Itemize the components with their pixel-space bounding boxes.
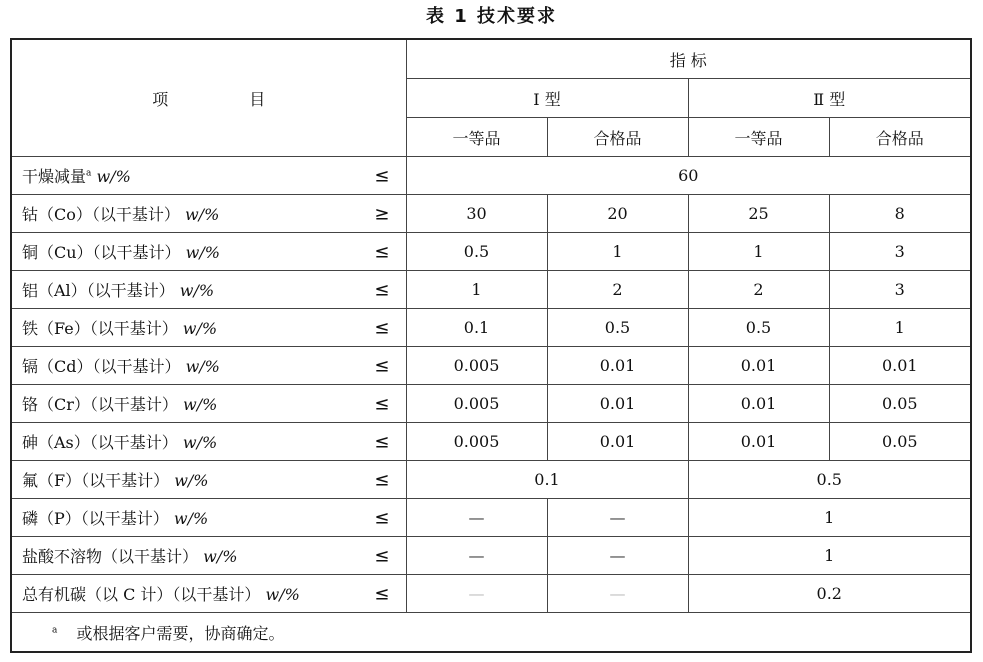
- row-label: [11, 233, 406, 271]
- type2-header: Ⅱ 型: [688, 79, 971, 118]
- value-cell: —: [547, 537, 688, 575]
- value-cell: 0.01: [547, 385, 688, 423]
- comparison-symbol: ≤: [374, 583, 390, 604]
- table-row: [11, 309, 971, 347]
- value-cell: 60: [406, 157, 971, 195]
- value-cell: —: [547, 575, 688, 613]
- label-text: 总有机碳（以 C 计）（以干基计）: [22, 585, 261, 604]
- value-cell: 0.01: [688, 423, 829, 461]
- index-header: 指 标: [406, 39, 971, 79]
- label-text: 砷（As）（以干基计）: [22, 433, 178, 452]
- item-header: 项 目: [11, 39, 406, 157]
- value-cell: 8: [829, 195, 971, 233]
- value-cell: 2: [688, 271, 829, 309]
- table-row: [11, 537, 971, 575]
- footnote-ref: a: [86, 168, 92, 179]
- value-cell: 0.005: [406, 347, 547, 385]
- unit-text: w/%: [183, 395, 218, 414]
- type1-grade2-header: 合格品: [547, 118, 688, 157]
- footnote-mark: a: [52, 625, 58, 636]
- label-text: 铬（Cr）（以干基计）: [22, 395, 178, 414]
- row-label: [11, 537, 406, 575]
- row-label: [11, 195, 406, 233]
- value-cell: 1: [829, 309, 971, 347]
- footnote-text: 或根据客户需要，协商确定。: [76, 623, 285, 643]
- technical-requirements-table: [10, 38, 972, 653]
- value-cell: 0.01: [688, 385, 829, 423]
- unit-text: w/%: [185, 357, 220, 376]
- table-row: [11, 347, 971, 385]
- table-row: [11, 233, 971, 271]
- value-cell: 0.5: [688, 461, 971, 499]
- label-text: 镉（Cd）（以干基计）: [22, 357, 181, 376]
- label-text: 磷（P）（以干基计）: [22, 509, 169, 528]
- value-cell: 1: [688, 537, 971, 575]
- unit-text: w/%: [96, 167, 131, 186]
- value-cell: —: [406, 499, 547, 537]
- unit-text: w/%: [174, 471, 209, 490]
- unit-text: w/%: [184, 205, 220, 224]
- value-cell: 30: [406, 195, 547, 233]
- value-cell: 0.01: [547, 423, 688, 461]
- type1-grade1-header: 一等品: [406, 118, 547, 157]
- label-text: 钴（Co）（以干基计）: [22, 205, 180, 224]
- value-cell: 25: [688, 195, 829, 233]
- label-text: 盐酸不溶物（以干基计）: [22, 547, 199, 566]
- comparison-symbol: ≤: [374, 469, 390, 490]
- unit-text: w/%: [185, 243, 220, 262]
- comparison-symbol: ≤: [374, 431, 390, 452]
- row-label: [11, 423, 406, 461]
- value-cell: 0.05: [829, 385, 971, 423]
- table-row: [11, 157, 971, 195]
- type2-grade2-header: 合格品: [829, 118, 971, 157]
- comparison-symbol: ≥: [374, 203, 390, 224]
- value-cell: 0.2: [688, 575, 971, 613]
- row-label: [11, 461, 406, 499]
- value-cell: 0.5: [688, 309, 829, 347]
- type2-grade1-header: 一等品: [688, 118, 829, 157]
- row-label: [11, 575, 406, 613]
- table-row: [11, 461, 971, 499]
- table-row: [11, 195, 971, 233]
- comparison-symbol: ≤: [374, 545, 390, 566]
- value-cell: 1: [547, 233, 688, 271]
- table-row: [11, 385, 971, 423]
- label-text: 铁（Fe）（以干基计）: [22, 319, 178, 338]
- value-cell: 0.1: [406, 309, 547, 347]
- table-row: [11, 575, 971, 613]
- value-cell: 1: [688, 233, 829, 271]
- unit-text: w/%: [265, 585, 300, 604]
- value-cell: 0.01: [688, 347, 829, 385]
- value-cell: 0.5: [406, 233, 547, 271]
- comparison-symbol: ≤: [374, 355, 390, 376]
- row-label: [11, 499, 406, 537]
- value-cell: 0.05: [829, 423, 971, 461]
- value-cell: 3: [829, 271, 971, 309]
- label-text: 氟（F）（以干基计）: [22, 471, 170, 490]
- table-row: [11, 499, 971, 537]
- value-cell: 0.01: [829, 347, 971, 385]
- unit-text: w/%: [173, 509, 209, 528]
- value-cell: 0.005: [406, 385, 547, 423]
- value-cell: 0.1: [406, 461, 688, 499]
- table-title: 表 1 技术要求: [425, 6, 558, 27]
- value-cell: 0.01: [547, 347, 688, 385]
- row-label: [11, 385, 406, 423]
- value-cell: —: [547, 499, 688, 537]
- comparison-symbol: ≤: [374, 165, 390, 186]
- value-cell: 1: [406, 271, 547, 309]
- value-cell: 0.005: [406, 423, 547, 461]
- unit-text: w/%: [179, 281, 215, 300]
- unit-text: w/%: [203, 547, 238, 566]
- comparison-symbol: ≤: [374, 279, 390, 300]
- label-text: 铜（Cu）（以干基计）: [22, 243, 181, 262]
- table-row: [11, 271, 971, 309]
- value-cell: 0.5: [547, 309, 688, 347]
- label-text: 干燥减量: [22, 167, 87, 186]
- value-cell: 2: [547, 271, 688, 309]
- comparison-symbol: ≤: [374, 393, 390, 414]
- row-label: [11, 309, 406, 347]
- comparison-symbol: ≤: [374, 507, 390, 528]
- comparison-symbol: ≤: [374, 241, 390, 262]
- value-cell: 1: [688, 499, 971, 537]
- unit-text: w/%: [182, 433, 218, 452]
- value-cell: —: [406, 537, 547, 575]
- row-label: [11, 271, 406, 309]
- label-text: 铝（Al）（以干基计）: [22, 281, 175, 300]
- value-cell: —: [406, 575, 547, 613]
- type1-header: Ⅰ 型: [406, 79, 688, 118]
- value-cell: 20: [547, 195, 688, 233]
- table-row: [11, 423, 971, 461]
- value-cell: 3: [829, 233, 971, 271]
- comparison-symbol: ≤: [374, 317, 390, 338]
- footnote: [11, 613, 971, 653]
- row-label: [11, 157, 406, 195]
- unit-text: w/%: [182, 319, 218, 338]
- row-label: [11, 347, 406, 385]
